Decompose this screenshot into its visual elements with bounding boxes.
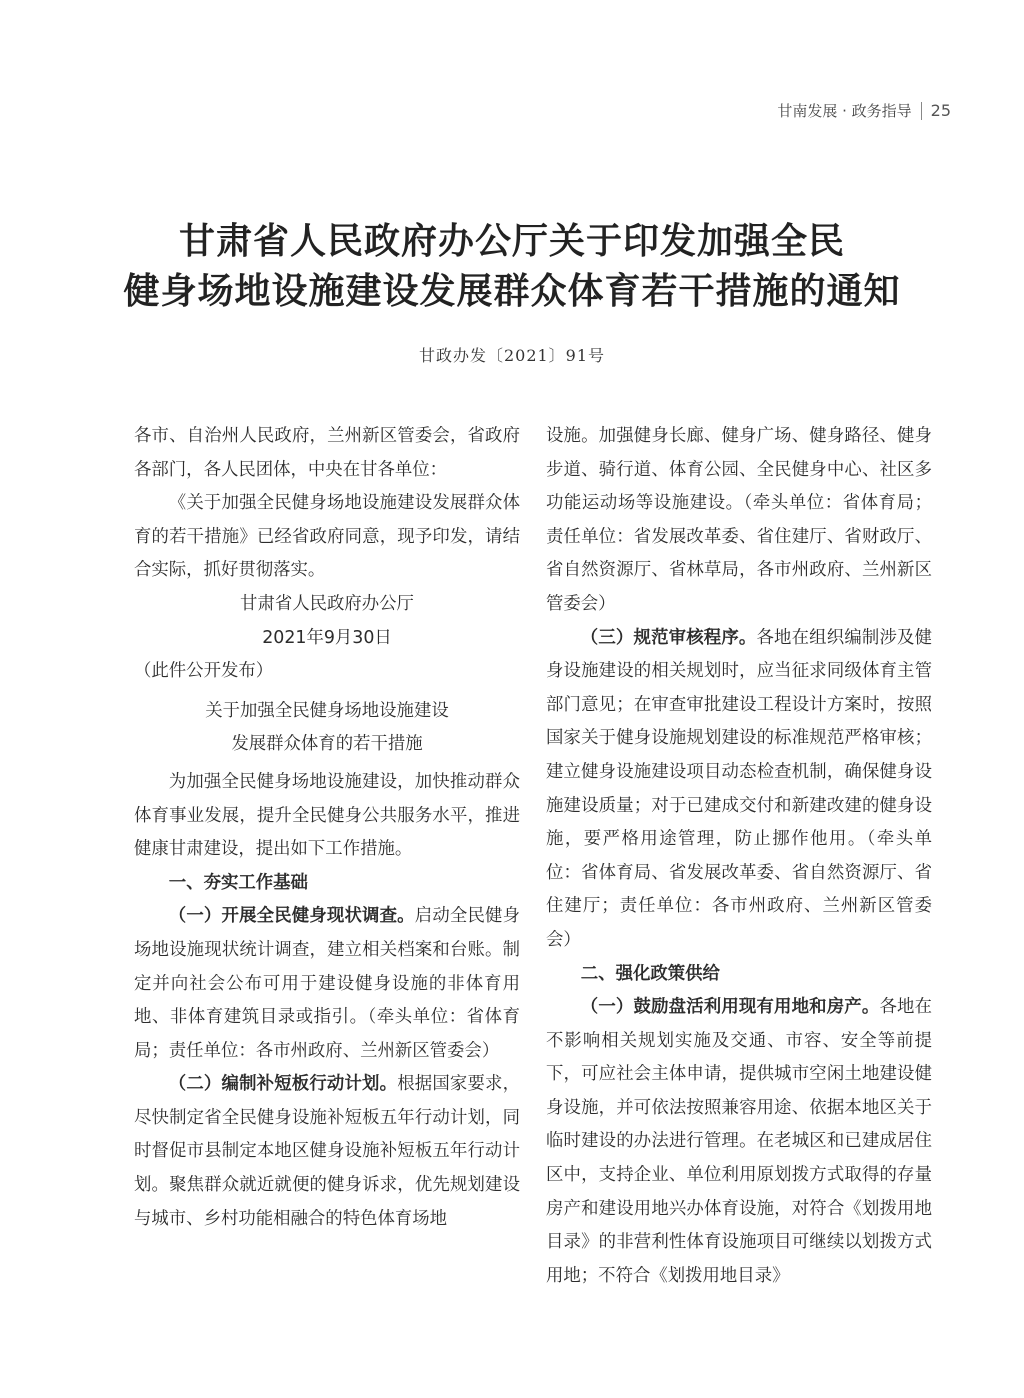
- item-2-paragraph: [134, 1068, 520, 1236]
- issuer: 甘肃省人民政府办公厅: [240, 593, 414, 614]
- issue-date: 2021年9月30日: [262, 627, 392, 648]
- section-heading-1: 一、夯实工作基础: [168, 872, 308, 893]
- document-number: 甘政办发〔2021〕91号: [418, 346, 606, 365]
- item-2-body: 根据国家要求，尽快制定省全民健身设施补短板五年行动计划，同时督促市县制定本地区健身设施补短板五年行动计划。聚焦群众就近就便的健身诉求，优先规划建设与城市、乡村功能相融合的特色体育场地: [134, 1074, 520, 1229]
- item-1-body: 启动全民健身场地设施现状统计调查，建立相关档案和台账。制定并向社会公布可用于建设健身设施的非体育用地、非体育建筑目录或指引。（牵头单位：省体育局；责任单位：各市州政府、兰州新区管委会）: [134, 906, 520, 1061]
- document-title: [0, 216, 1024, 316]
- intro-paragraph: 《关于加强全民健身场地设施建设发展群众体育的若干措施》已经省政府同意，现予印发，请结合实际，抓好贯彻落实。: [134, 493, 520, 581]
- salutation: 各市、自治州人民政府，兰州新区管委会，省政府各部门，各人民团体，中央在甘各单位：: [134, 426, 520, 480]
- page-number: 25: [930, 101, 951, 120]
- item-3-title: （三）规范审核程序。: [580, 627, 757, 648]
- subtitle-line-2: 发展群众体育的若干措施: [231, 734, 423, 755]
- preamble-paragraph: 为加强全民健身场地设施建设，加快推动群众体育事业发展，提升全民健身公共服务水平，推进健康甘肃建设，提出如下工作措施。: [134, 771, 520, 860]
- section-heading-2: 二、强化政策供给: [580, 963, 720, 984]
- item-2-title: （二）编制补短板行动计划。: [168, 1074, 398, 1095]
- running-header: [777, 100, 951, 121]
- title-line-1: 甘肃省人民政府办公厅关于印发加强全民: [178, 220, 845, 262]
- item-4-body: 各地在不影响相关规划实施及交通、市容、安全等前提下，可应社会主体申请，提供城市空闲土地建设健身设施，并可依法按照兼容用途、依据本地区关于临时建设的办法进行管理。在老城区和已建成居住区中，支持企业、单位利用原划拨方式取得的存量房产和建设用地兴办体育设施，对符合《划拨用地目录》的非营利性体育设施项目可继续以划拨方式用地；不符合《划拨用地目录》: [546, 997, 932, 1286]
- right-column: [546, 420, 932, 1293]
- item-3-body: 各地在组织编制涉及健身设施建设的相关规划时，应当征求同级体育主管部门意见；在审查审批建设工程设计方案时，按照国家关于健身设施规划建设的标准规范严格审核；建立健身设施建设项目动态检查机制，确保健身设施建设质量；对于已建成交付和新建改建的健身设施，要严格用途管理，防止挪作他用。（牵头单位：省体育局、省发展改革委、省自然资源厅、省住建厅；责任单位：各市州政府、兰州新区管委会）: [546, 627, 932, 950]
- item-3-paragraph: [546, 622, 932, 958]
- left-column: [134, 420, 520, 1236]
- title-line-2: 健身场地设施建设发展群众体育若干措施的通知: [123, 270, 901, 312]
- publication-note: （此件公开发布）: [134, 661, 274, 682]
- item-4-title: （一）鼓励盘活利用现有用地和房产。: [580, 997, 880, 1018]
- header-section: 甘南发展 · 政务指导: [777, 102, 912, 120]
- subtitle-line-1: 关于加强全民健身场地设施建设: [205, 700, 449, 721]
- item-4-paragraph: [546, 991, 932, 1293]
- item-1-paragraph: [134, 900, 520, 1068]
- item-1-title: （一）开展全民健身现状调查。: [168, 906, 415, 927]
- header-divider: [921, 102, 922, 120]
- continued-paragraph: 设施。加强健身长廊、健身广场、健身路径、健身步道、骑行道、体育公园、全民健身中心、社区多功能运动场等设施建设。（牵头单位：省体育局；责任单位：省发展改革委、省住建厅、省财政厅、省自然资源厅、省林草局，各市州政府、兰州新区管委会）: [546, 426, 932, 614]
